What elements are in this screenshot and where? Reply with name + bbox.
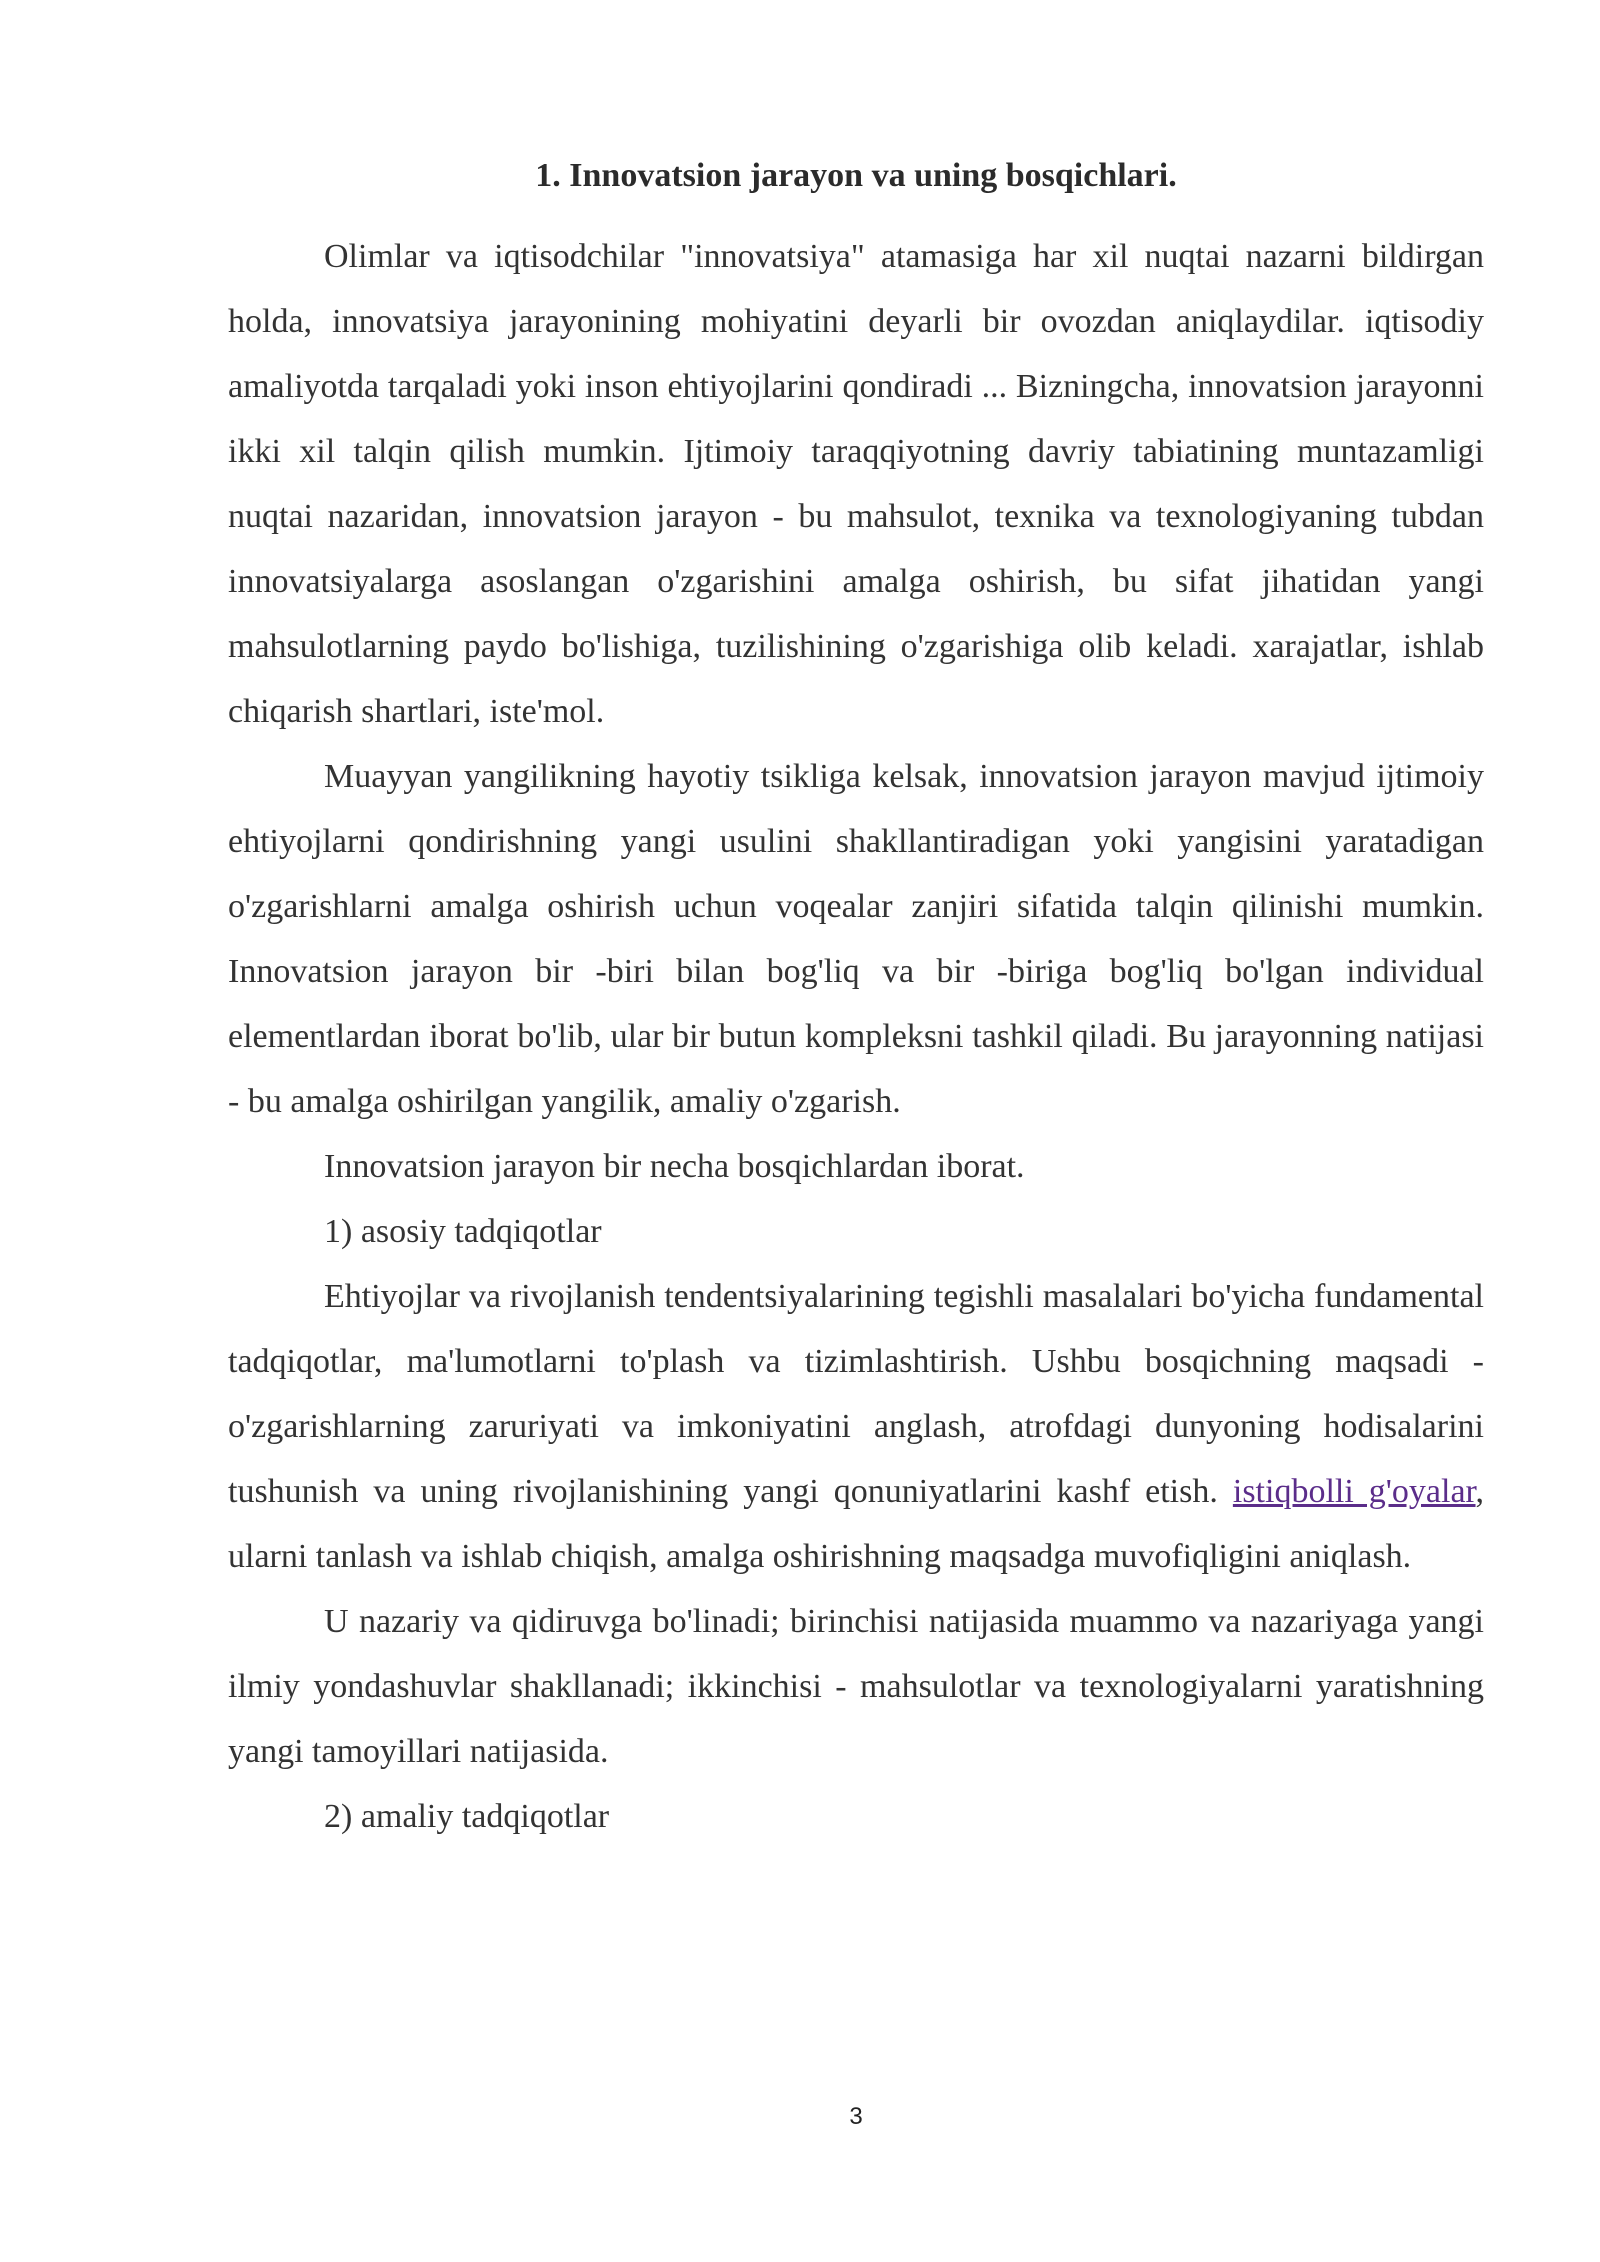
section-heading: 1. Innovatsion jarayon va uning bosqichlari. (535, 157, 1177, 194)
paragraph-theoretical-search: U nazariy va qidiruvga bo'linadi; birinchisi natijasida muammo va nazariyaga yangi ilmiy yondashuvlar shakllanadi; ikkinchisi - mahsulotlar va texnologiyalarni yaratishning yangi tamoyillari natijasida. (228, 1603, 1484, 1770)
promising-ideas-link[interactable]: istiqbolli g'oyalar (1232, 1473, 1476, 1510)
paragraph-fundamental-research (228, 1264, 1484, 1589)
list-item-applied-research: 2) amaliy tadqiqotlar (324, 1798, 610, 1835)
page-number: 3 (849, 2103, 863, 2130)
paragraph-innovation-definition: Olimlar va iqtisodchilar "innovatsiya" atamasiga har xil nuqtai nazarni bildirgan holda, innovatsiya jarayonining mohiyatini deyarli bir ovozdan aniqlaydilar. iqtisodiy amaliyotda tarqaladi yoki inson ehtiyojlarini qondiradi ... Bizningcha, innovatsion jarayonni ikki xil talqin qilish mumkin. Ijtimoiy taraqqiyotning davriy tabiatining muntazamligi nuqtai nazaridan, innovatsion jarayon - bu mahsulot, texnika va texnologiyaning tubdan innovatsiyalarga asoslangan o'zgarishini amalga oshirish, bu sifat jihatidan yangi mahsulotlarning paydo bo'lishiga, tuzilishining o'zgarishiga olib keladi. xarajatlar, ishlab chiqarish shartlari, iste'mol. (228, 238, 1484, 730)
paragraph-life-cycle: Muayyan yangilikning hayotiy tsikliga kelsak, innovatsion jarayon mavjud ijtimoiy ehtiyojlarni qondirishning yangi usulini shakllantiradigan yoki yangisini yaratadigan o'zgarishlarni amalga oshirish uchun voqealar zanjiri sifatida talqin qilinishi mumkin. Innovatsion jarayon bir -biri bilan bog'liq va bir -biriga bog'liq bo'lgan individual elementlardan iborat bo'lib, ular bir butun kompleksni tashkil qiladi. Bu jarayonning natijasi - bu amalga oshirilgan yangilik, amaliy o'zgarish. (228, 758, 1484, 1120)
document-page (228, 150, 1484, 1849)
paragraph-stages-intro: Innovatsion jarayon bir necha bosqichlardan iborat. (324, 1148, 1025, 1185)
list-item-basic-research: 1) asosiy tadqiqotlar (324, 1213, 602, 1250)
paragraph-text-start: Ehtiyojlar va rivojlanish tendentsiyalarining tegishli masalalari bo'yicha fundamental tadqiqotlar, ma'lumotlarni to'plash va tizimlashtirish. Ushbu bosqichning maqsadi - o'zgarishlarning zaruriyati va imkoniyatini anglash, atrofdagi dunyoning hodisalarini tushunish va uning rivojlanishining yangi qonuniyatlarini kashf etish. (228, 1278, 1484, 1510)
paragraph-text-end: , ularni tanlash va ishlab chiqish, amalga oshirishning maqsadga muvofiqligini aniqlash. (228, 1473, 1485, 1575)
